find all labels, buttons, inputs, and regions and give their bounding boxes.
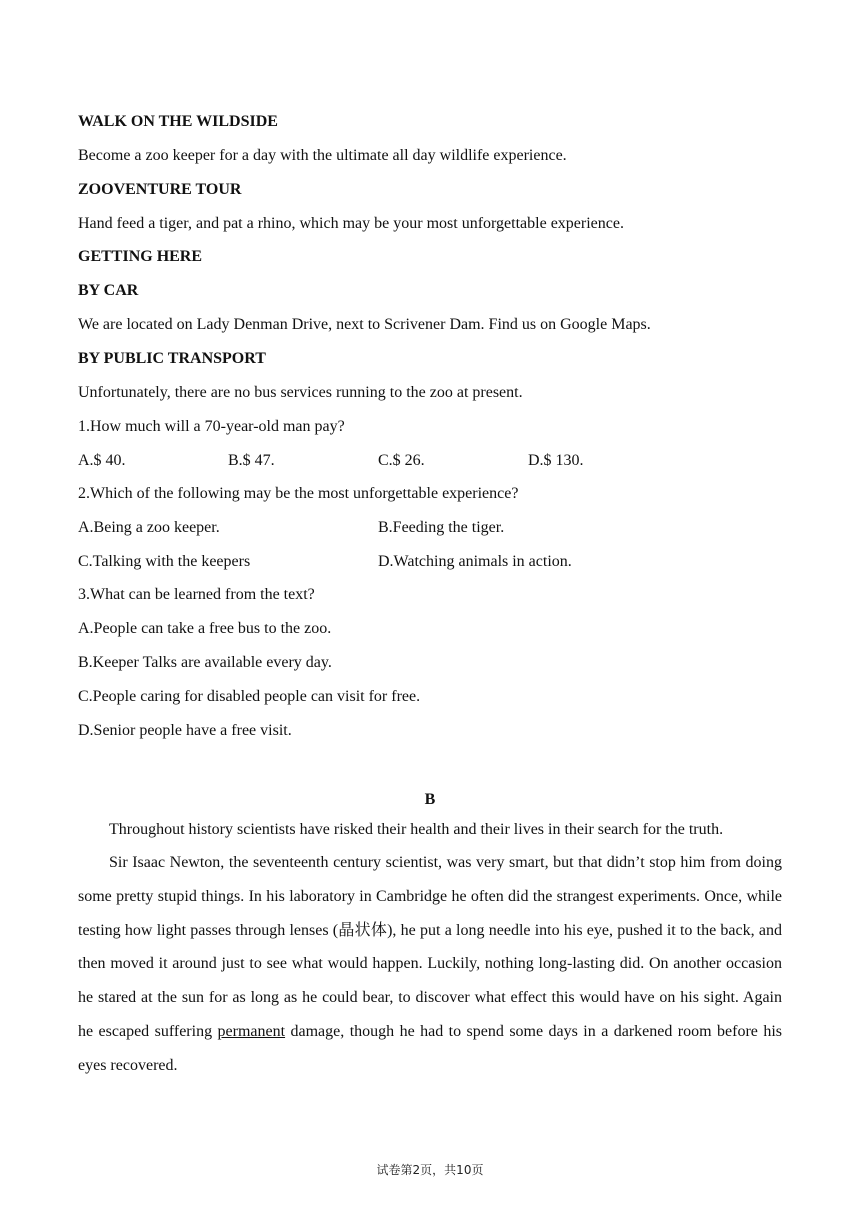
question-2-option-a: A.Being a zoo keeper. [78,519,220,536]
zooventure-heading: ZOOVENTURE TOUR [78,181,242,198]
passage-b-paragraph-2 [78,846,782,1083]
passage-b-title: B [424,791,436,808]
paragraph-2-text-before: Sir Isaac Newton, the seventeenth century scientist, was very smart, but that didn’t stop him from doing some pretty stupid things. In his laboratory in Cambridge he often did the strangest experiments. Once, while testing how light passes through lenses (晶状体), he put a long needle into his eye, pushed it to the back, and then moved it around just to see what would happen. Luckily, nothing long-lasting did. On another occasion he stared at the sun for as long as he could bear, to discover what effect this would have on his sight. Again he escaped suffering [78,854,782,1040]
public-transport-heading: BY PUBLIC TRANSPORT [78,350,266,367]
page-footer: 试卷第2页，共10页 [376,1163,484,1177]
question-3-option-a: A.People can take a free bus to the zoo. [78,620,332,637]
question-1-option-d: D.$ 130. [528,452,584,469]
question-2-option-c: C.Talking with the keepers [78,553,251,570]
question-1-option-b: B.$ 47. [228,452,275,469]
question-3-option-c: C.People caring for disabled people can visit for free. [78,688,421,705]
by-car-text: We are located on Lady Denman Drive, next to Scrivener Dam. Find us on Google Maps. [78,316,651,333]
paragraph-2-text-after: damage, though he had to spend some days in a darkened room before his eyes recovered. [78,1022,782,1074]
question-2-option-b: B.Feeding the tiger. [378,519,505,536]
question-3-stem: 3.What can be learned from the text? [78,586,315,603]
walk-text: Become a zoo keeper for a day with the ultimate all day wildlife experience. [78,147,567,164]
passage-b-paragraph-1: Throughout history scientists have risked their health and their lives in their search for the truth. [109,821,724,838]
question-2-option-d: D.Watching animals in action. [378,553,572,570]
question-1-stem: 1.How much will a 70-year-old man pay? [78,418,345,435]
getting-here-heading: GETTING HERE [78,248,203,265]
walk-heading: WALK ON THE WILDSIDE [78,113,278,130]
question-2-stem: 2.Which of the following may be the most unforgettable experience? [78,485,519,502]
question-3-option-b: B.Keeper Talks are available every day. [78,654,332,671]
question-1-option-a: A.$ 40. [78,452,126,469]
zooventure-text: Hand feed a tiger, and pat a rhino, which may be your most unforgettable experience. [78,215,624,232]
question-1-option-c: C.$ 26. [378,452,425,469]
underlined-word-permanent: permanent [217,1022,286,1040]
question-3-option-d: D.Senior people have a free visit. [78,722,292,739]
public-transport-text: Unfortunately, there are no bus services running to the zoo at present. [78,384,523,401]
by-car-heading: BY CAR [78,282,139,299]
